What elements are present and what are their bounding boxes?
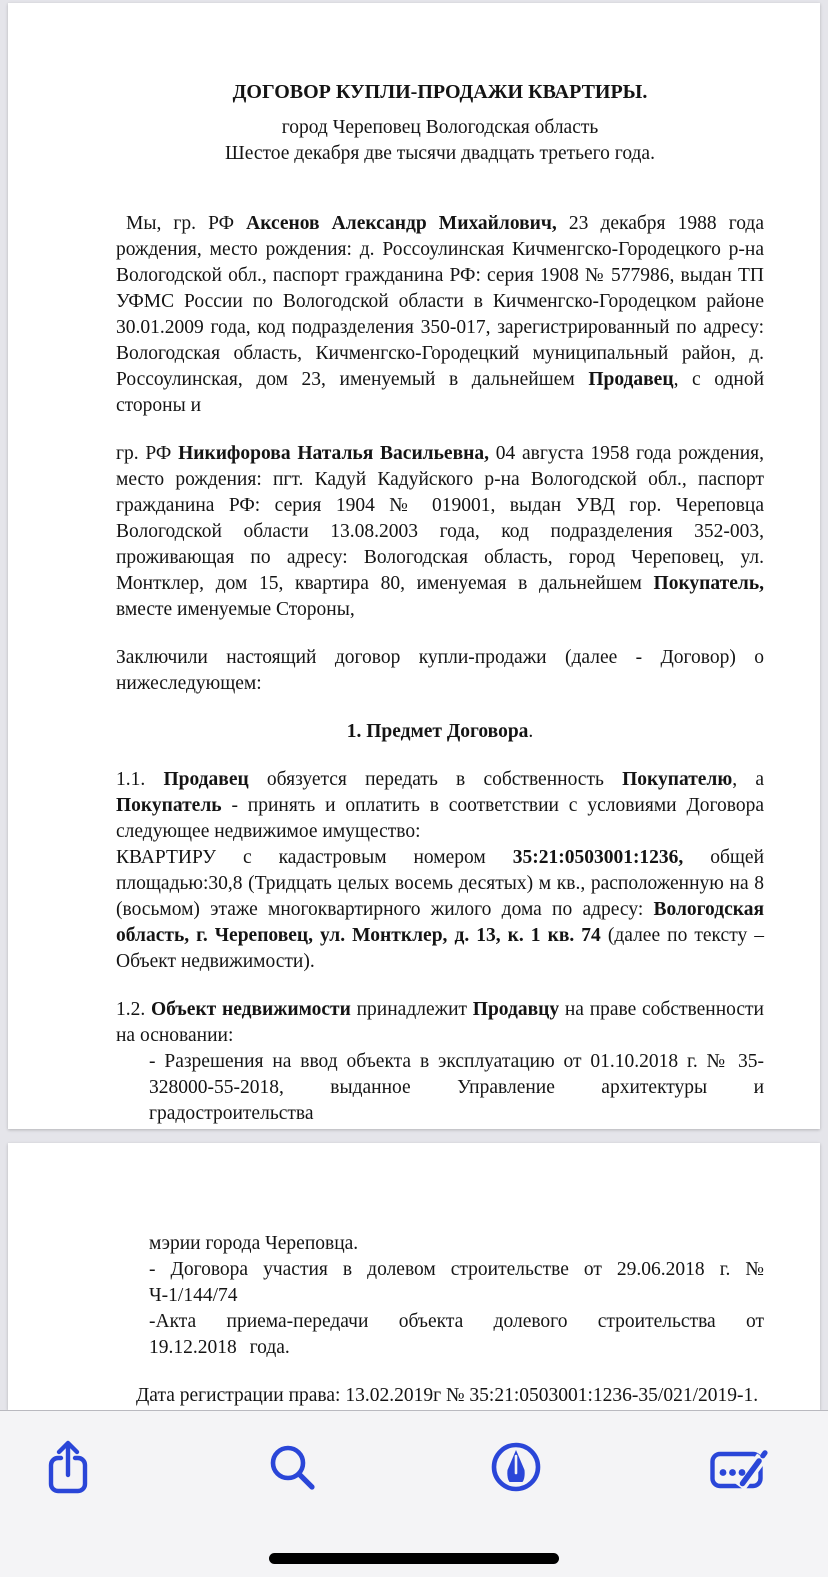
text-run-bold: Покупатель [116, 795, 222, 816]
text-run: Шестое декабря две тысячи двадцать третьего года. [225, 143, 655, 164]
page-1-content [116, 79, 764, 1127]
text-run: принадлежит [350, 999, 473, 1020]
text-run: , с одной стороны и [116, 369, 765, 416]
doc-block-date [116, 1383, 764, 1409]
text-run: Заключили настоящий договор купли-продажи (далее - Договор) о нижеследующем: [116, 647, 764, 694]
text-run-bold: Покупателю [622, 769, 733, 790]
text-run: Мы, гр. РФ [126, 213, 247, 234]
doc-block-para [116, 645, 764, 697]
text-run: мэрии города Череповца. [149, 1233, 359, 1254]
text-run: 1.1. [116, 769, 164, 790]
page-2-content [116, 1231, 764, 1409]
text-run: вместе именуемые Стороны, [116, 599, 355, 620]
text-run-bold: Вологодская область, г. Череповец, ул. Монтклер, д. 13, к. 1 кв. 74 [116, 899, 764, 946]
text-run-bold: 1. Предмет Договора [346, 721, 529, 742]
text-run-bold: Никифорова Наталья Васильевна, [178, 443, 489, 464]
text-run-bold: Продавец [163, 769, 249, 790]
doc-block-list [149, 1231, 764, 1257]
doc-block-flow [116, 845, 764, 975]
text-run: 04 августа 1958 года рождения, место рождения: пгт. Кадуй Кадуйского р-на Вологодской обл., паспорт гражданина РФ: серия 1904 № 019001, выдан УВД гор. Череповца Вологодской области 13.08.2003 года, код подразделения 352-003, проживающая по адресу: Вологодская область, город Череповец, ул. Монтклер, дом 15, квартира 80, именуемая в дальнейшем [116, 443, 764, 594]
search-button[interactable] [260, 1437, 324, 1497]
share-icon [48, 1439, 88, 1495]
signature-button[interactable] [708, 1437, 772, 1497]
bottom-toolbar [0, 1410, 828, 1577]
toolbar-buttons-row [0, 1411, 828, 1497]
text-run-bold: Аксенов Александр Михайлович, [246, 213, 557, 234]
text-run: общей площадью:30,8 (Тридцать целых восемь десятых) м кв., расположенную на 8 (восьмом) этаже многоквартирного жилого дома по адресу: [116, 847, 765, 920]
doc-block-center [116, 115, 764, 141]
text-run: -Акта приема-передачи объекта долевого строительства от 19.12.2018 года. [149, 1311, 764, 1358]
text-run: 23 декабря 1988 года рождения, место рождения: д. Россоулинская Кичменгско-Городецкого р-на Вологодской обл., паспорт гражданина РФ: серия 1908 № 577986, выдан ТП УФМС России по Вологодской области в Кичменгско-Городецком районе 30.01.2009 года, код подразделения 350-017, зарегистрированный по адресу: Вологодская область, Кичменгско-Городецкий муниципальный район, д. Россоулинская, дом 23, именуемый в дальнейшем [116, 213, 765, 390]
text-run: обязуется передать в собственность [248, 769, 623, 790]
text-run-bold: Продавец [588, 369, 674, 390]
text-run: , а [732, 769, 765, 790]
text-run: - Договора участия в долевом строительстве от 29.06.2018 г. № Ч-1/144/74 [149, 1259, 764, 1306]
search-icon [268, 1443, 316, 1491]
text-run: . [528, 721, 534, 742]
doc-block-list [149, 1049, 764, 1127]
document-page-2 [8, 1143, 820, 1410]
text-run: - принять и оплатить в соответствии с условиями Договора следующее недвижимое имущество: [116, 795, 764, 842]
text-run: на праве собственности на основании: [116, 999, 764, 1046]
text-run-bold: Покупатель, [653, 573, 764, 594]
doc-block-list [149, 1257, 764, 1309]
text-run: город Череповец Вологодская область [281, 117, 599, 138]
doc-block-para [116, 441, 764, 623]
text-run: гр. РФ [116, 443, 179, 464]
markup-button[interactable] [484, 1437, 548, 1497]
text-run-bold: ДОГОВОР КУПЛИ-ПРОДАЖИ КВАРТИРЫ. [232, 81, 648, 103]
text-run: КВАРТИРУ с кадастровым номером [116, 847, 513, 868]
markup-pen-icon [491, 1442, 541, 1492]
page-gap [0, 1129, 828, 1143]
text-run-bold: Продавцу [472, 999, 560, 1020]
signature-fill-icon [709, 1441, 771, 1493]
doc-block-title [116, 79, 764, 105]
doc-block-center [116, 141, 764, 167]
text-run-bold: Объект недвижимости [150, 999, 351, 1020]
doc-block-para-first [116, 211, 764, 419]
home-indicator[interactable] [269, 1553, 559, 1564]
text-run: - Разрешения на ввод объекта в эксплуатацию от 01.10.2018 г. № 35-328000-55-2018, выданное Управление архитектуры и градостроительства [149, 1051, 764, 1124]
doc-block-para [116, 767, 764, 845]
text-run: (далее по тексту – Объект недвижимости). [116, 925, 764, 972]
doc-block-listwide [149, 1309, 764, 1361]
share-button[interactable] [36, 1437, 100, 1497]
text-run-bold: 35:21:0503001:1236, [512, 847, 684, 868]
doc-block-para [116, 997, 764, 1049]
text-run: Дата регистрации права: 13.02.2019г № 35:21:0503001:1236-35/021/2019-1. [136, 1385, 759, 1406]
text-run: 1.2. [116, 999, 151, 1020]
document-page-1 [8, 3, 820, 1129]
doc-block-heading [116, 719, 764, 745]
